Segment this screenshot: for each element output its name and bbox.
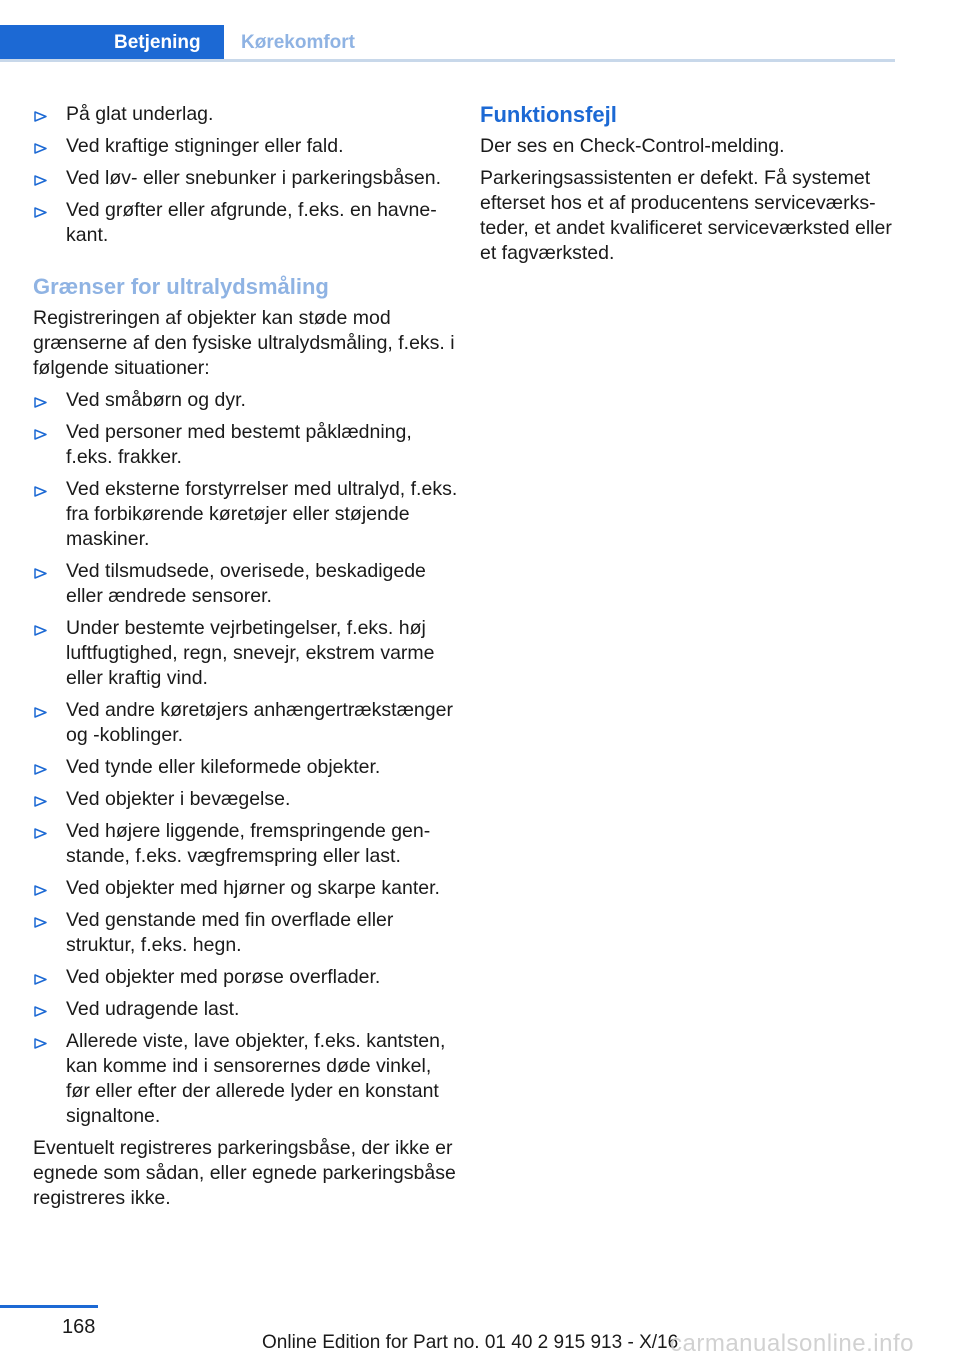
list-item xyxy=(33,819,458,869)
triangle-bullet-icon xyxy=(34,625,47,636)
list-item-text: Ved tilsmudsede, overisede, beskadigede eller ændrede sensorer. xyxy=(66,560,426,607)
limits-bullet-list xyxy=(33,388,458,1129)
malfunction-paragraph-2: Parkeringsassistenten er defekt. Få systemet efterset hos et af producentens serviceværksteder, et andet kvalificeret serviceværksted eller et fagværksted. xyxy=(480,167,892,264)
list-item-text: Allerede viste, lave objekter, f.eks. kantsten, kan komme ind i sensorernes døde vinkel, før eller efter der allerede lyder en konstant signaltone. xyxy=(66,1030,446,1127)
triangle-bullet-icon xyxy=(34,175,47,186)
list-item xyxy=(33,908,458,958)
triangle-bullet-icon xyxy=(34,1038,47,1049)
list-item-text: Ved højere liggende, fremspringende genstande, f.eks. vægfremspring eller last. xyxy=(66,820,431,867)
list-item xyxy=(33,102,458,127)
section-outro-paragraph: Eventuelt registreres parkeringsbåse, der ikke er egnede som sådan, eller egnede parkeringsbåse registreres ikke. xyxy=(33,1137,456,1209)
page-number: 168 xyxy=(62,1316,96,1338)
section-heading-malfunction: Funktionsfejl xyxy=(480,102,617,127)
list-item-text: Ved småbørn og dyr. xyxy=(66,389,246,411)
triangle-bullet-icon xyxy=(34,707,47,718)
watermark: carmanualsonline.info xyxy=(670,1330,914,1357)
list-item xyxy=(33,876,458,901)
triangle-bullet-icon xyxy=(34,917,47,928)
list-item xyxy=(33,616,458,691)
triangle-bullet-icon xyxy=(34,796,47,807)
triangle-bullet-icon xyxy=(34,397,47,408)
list-item-text: Ved kraftige stigninger eller fald. xyxy=(66,135,344,157)
list-item xyxy=(33,1029,458,1129)
list-item xyxy=(33,420,458,470)
triangle-bullet-icon xyxy=(34,828,47,839)
footer-rule xyxy=(0,1305,98,1308)
list-item-text: Ved grøfter eller afgrunde, f.eks. en havnekant. xyxy=(66,199,437,246)
list-item xyxy=(33,477,458,552)
section-intro-paragraph: Registreringen af objekter kan støde mod grænserne af den fysiske ultralydsmåling, f.eks. i følgende situationer: xyxy=(33,307,455,379)
triangle-bullet-icon xyxy=(34,1006,47,1017)
list-item-text: Under bestemte vejrbetingelser, f.eks. høj luftfugtighed, regn, snevejr, ekstrem varme eller kraftig vind. xyxy=(66,617,435,689)
list-item xyxy=(33,559,458,609)
list-item-text: Ved genstande med fin overflade eller struktur, f.eks. hegn. xyxy=(66,909,394,956)
edition-line: Online Edition for Part no. 01 40 2 915 913 - X/16 xyxy=(262,1332,679,1353)
list-item-text: Ved løv- eller snebunker i parkeringsbåsen. xyxy=(66,167,442,189)
list-item-text: Ved objekter i bevægelse. xyxy=(66,788,291,810)
tab-korekomfort[interactable]: Kørekomfort xyxy=(241,32,356,53)
list-item-text: Ved eksterne forstyrrelser med ultralyd, f.eks. fra forbikørende køretøjer eller støjende maskiner. xyxy=(66,478,458,550)
triangle-bullet-icon xyxy=(34,207,47,218)
triangle-bullet-icon xyxy=(34,429,47,440)
list-item-text: Ved personer med bestemt påklædning, f.eks. frakker. xyxy=(66,421,412,468)
list-item xyxy=(33,965,458,990)
list-item xyxy=(33,134,458,159)
right-column xyxy=(480,102,900,273)
tab-betjening[interactable]: Betjening xyxy=(0,25,224,62)
intro-bullet-list xyxy=(33,102,458,248)
triangle-bullet-icon xyxy=(34,143,47,154)
list-item xyxy=(33,997,458,1022)
triangle-bullet-icon xyxy=(34,974,47,985)
list-item-text: Ved objekter med hjørner og skarpe kanter. xyxy=(66,877,440,899)
triangle-bullet-icon xyxy=(34,764,47,775)
list-item xyxy=(33,755,458,780)
list-item xyxy=(33,166,458,191)
list-item xyxy=(33,787,458,812)
list-item xyxy=(33,198,458,248)
malfunction-paragraph-1: Der ses en Check-Control-melding. xyxy=(480,135,785,157)
list-item-text: Ved andre køretøjers anhængertrækstænger og -koblinger. xyxy=(66,699,453,746)
list-item xyxy=(33,698,458,748)
triangle-bullet-icon xyxy=(34,885,47,896)
header-rule xyxy=(0,59,895,62)
header-tabbar xyxy=(0,25,895,62)
triangle-bullet-icon xyxy=(34,486,47,497)
list-item-text: Ved tynde eller kileformede objekter. xyxy=(66,756,381,778)
list-item-text: Ved objekter med porøse overflader. xyxy=(66,966,381,988)
triangle-bullet-icon xyxy=(34,568,47,579)
list-item xyxy=(33,388,458,413)
left-column xyxy=(33,102,458,1218)
section-heading-ultrasound-limits: Grænser for ultralydsmåling xyxy=(33,274,329,299)
triangle-bullet-icon xyxy=(34,111,47,122)
list-item-text: På glat underlag. xyxy=(66,103,214,125)
list-item-text: Ved udragende last. xyxy=(66,998,240,1020)
